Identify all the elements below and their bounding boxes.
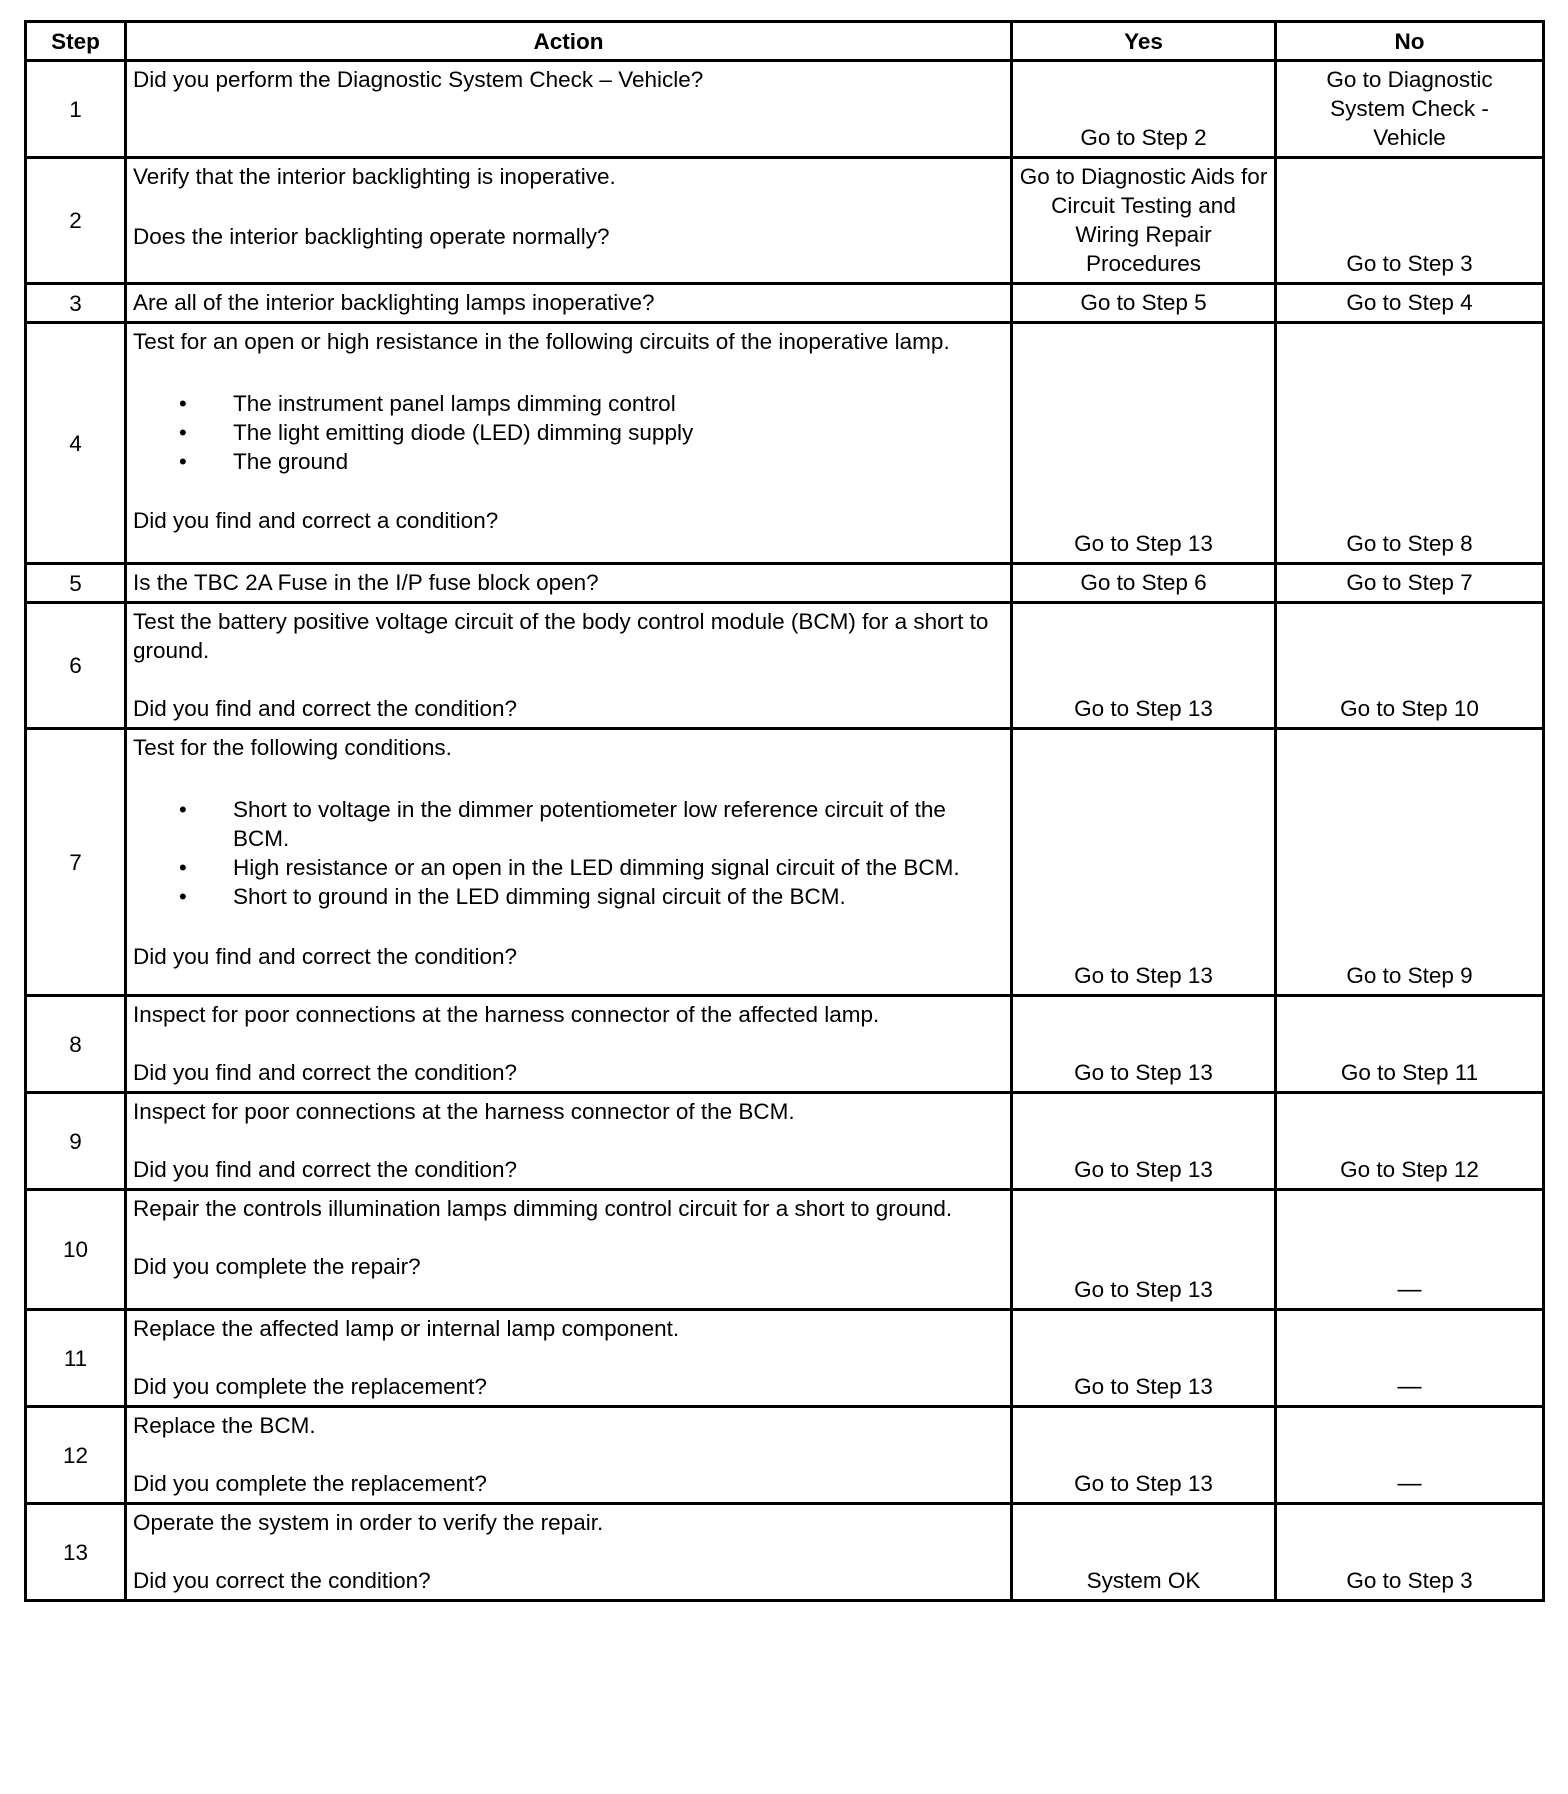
action-cell bbox=[126, 1190, 1012, 1310]
list-item: • High resistance or an open in the LED dimming signal circuit of the BCM. bbox=[233, 853, 1004, 882]
yes-result: Go to Step 13 bbox=[1012, 729, 1276, 996]
no-result: — bbox=[1276, 1190, 1544, 1310]
yes-result: Go to Step 13 bbox=[1012, 1093, 1276, 1190]
header-yes: Yes bbox=[1012, 22, 1276, 61]
action-question: Does the interior backlighting operate normally? bbox=[133, 224, 610, 249]
action-question: Did you find and correct the condition? bbox=[133, 944, 517, 969]
action-cell bbox=[126, 603, 1012, 729]
action-cell bbox=[126, 158, 1012, 284]
condition-list bbox=[133, 389, 1004, 476]
no-result: Go to Step 3 bbox=[1276, 158, 1544, 284]
action-question: Did you correct the condition? bbox=[133, 1568, 431, 1593]
action-question: Did you complete the replacement? bbox=[133, 1471, 487, 1496]
action-cell bbox=[126, 61, 1012, 158]
no-result: Go to Diagnostic System Check - Vehicle bbox=[1276, 61, 1544, 158]
table-row bbox=[26, 1504, 1544, 1601]
no-result: — bbox=[1276, 1407, 1544, 1504]
step-number: 7 bbox=[26, 729, 126, 996]
table-row bbox=[26, 603, 1544, 729]
list-item: • The light emitting diode (LED) dimming supply bbox=[233, 418, 1004, 447]
table-row bbox=[26, 1407, 1544, 1504]
table-row bbox=[26, 729, 1544, 996]
action-text: Test for an open or high resistance in the following circuits of the inoperative lamp. bbox=[133, 329, 950, 354]
yes-result: Go to Step 13 bbox=[1012, 1407, 1276, 1504]
action-question: Did you find and correct the condition? bbox=[133, 696, 517, 721]
action-text: Inspect for poor connections at the harness connector of the affected lamp. bbox=[133, 1002, 880, 1027]
action-cell bbox=[126, 1407, 1012, 1504]
action-cell bbox=[126, 729, 1012, 996]
action-text: Verify that the interior backlighting is inoperative. bbox=[133, 164, 616, 189]
step-number: 5 bbox=[26, 564, 126, 603]
no-result: Go to Step 7 bbox=[1276, 564, 1544, 603]
yes-result: Go to Step 13 bbox=[1012, 1190, 1276, 1310]
action-question: Did you find and correct a condition? bbox=[133, 508, 499, 533]
action-cell bbox=[126, 1504, 1012, 1601]
action-question: Did you complete the repair? bbox=[133, 1254, 421, 1279]
list-item: • Short to voltage in the dimmer potentiometer low reference circuit of the BCM. bbox=[233, 795, 1004, 853]
yes-result: Go to Step 6 bbox=[1012, 564, 1276, 603]
step-number: 12 bbox=[26, 1407, 126, 1504]
action-cell bbox=[126, 564, 1012, 603]
yes-result: Go to Step 5 bbox=[1012, 284, 1276, 323]
action-text: Repair the controls illumination lamps dimming control circuit for a short to ground. bbox=[133, 1196, 953, 1221]
action-text: Inspect for poor connections at the harness connector of the BCM. bbox=[133, 1099, 795, 1124]
header-no: No bbox=[1276, 22, 1544, 61]
action-question: Did you find and correct the condition? bbox=[133, 1060, 517, 1085]
no-result: Go to Step 8 bbox=[1276, 323, 1544, 564]
step-number: 3 bbox=[26, 284, 126, 323]
table-row bbox=[26, 323, 1544, 564]
action-text: Test the battery positive voltage circuit of the body control module (BCM) for a short to ground. bbox=[133, 609, 989, 663]
action-text: Are all of the interior backlighting lamps inoperative? bbox=[133, 290, 655, 315]
step-number: 6 bbox=[26, 603, 126, 729]
step-number: 8 bbox=[26, 996, 126, 1093]
table-row bbox=[26, 564, 1544, 603]
yes-result: Go to Step 2 bbox=[1012, 61, 1276, 158]
no-result: Go to Step 9 bbox=[1276, 729, 1544, 996]
action-text: Operate the system in order to verify the repair. bbox=[133, 1510, 604, 1535]
list-item: • The ground bbox=[233, 447, 1004, 476]
table-row bbox=[26, 284, 1544, 323]
table-row bbox=[26, 61, 1544, 158]
step-number: 13 bbox=[26, 1504, 126, 1601]
table-row bbox=[26, 1093, 1544, 1190]
action-text: Test for the following conditions. bbox=[133, 735, 452, 760]
list-item: • Short to ground in the LED dimming signal circuit of the BCM. bbox=[233, 882, 1004, 911]
action-cell bbox=[126, 1093, 1012, 1190]
action-text: Replace the affected lamp or internal lamp component. bbox=[133, 1316, 680, 1341]
action-cell bbox=[126, 284, 1012, 323]
step-number: 9 bbox=[26, 1093, 126, 1190]
action-question: Did you find and correct the condition? bbox=[133, 1157, 517, 1182]
diagnostic-table bbox=[24, 20, 1545, 1602]
no-result: Go to Step 11 bbox=[1276, 996, 1544, 1093]
yes-result: Go to Diagnostic Aids for Circuit Testing and Wiring Repair Procedures bbox=[1012, 158, 1276, 284]
no-result: — bbox=[1276, 1310, 1544, 1407]
action-text: Did you perform the Diagnostic System Check – Vehicle? bbox=[133, 67, 704, 92]
action-text: Replace the BCM. bbox=[133, 1413, 316, 1438]
no-result: Go to Step 10 bbox=[1276, 603, 1544, 729]
header-action: Action bbox=[126, 22, 1012, 61]
action-question: Did you complete the replacement? bbox=[133, 1374, 487, 1399]
step-number: 1 bbox=[26, 61, 126, 158]
step-number: 4 bbox=[26, 323, 126, 564]
condition-list bbox=[133, 795, 1004, 911]
no-result: Go to Step 4 bbox=[1276, 284, 1544, 323]
yes-result: Go to Step 13 bbox=[1012, 996, 1276, 1093]
step-number: 11 bbox=[26, 1310, 126, 1407]
no-result: Go to Step 3 bbox=[1276, 1504, 1544, 1601]
yes-result: Go to Step 13 bbox=[1012, 323, 1276, 564]
table-row bbox=[26, 996, 1544, 1093]
table-row bbox=[26, 158, 1544, 284]
action-cell bbox=[126, 323, 1012, 564]
yes-result: System OK bbox=[1012, 1504, 1276, 1601]
no-result: Go to Step 12 bbox=[1276, 1093, 1544, 1190]
yes-result: Go to Step 13 bbox=[1012, 603, 1276, 729]
list-item: • The instrument panel lamps dimming control bbox=[233, 389, 1004, 418]
header-step: Step bbox=[26, 22, 126, 61]
step-number: 2 bbox=[26, 158, 126, 284]
step-number: 10 bbox=[26, 1190, 126, 1310]
table-row bbox=[26, 1190, 1544, 1310]
action-cell bbox=[126, 996, 1012, 1093]
header-row bbox=[26, 22, 1544, 61]
action-cell bbox=[126, 1310, 1012, 1407]
table-row bbox=[26, 1310, 1544, 1407]
yes-result: Go to Step 13 bbox=[1012, 1310, 1276, 1407]
action-text: Is the TBC 2A Fuse in the I/P fuse block open? bbox=[133, 570, 599, 595]
